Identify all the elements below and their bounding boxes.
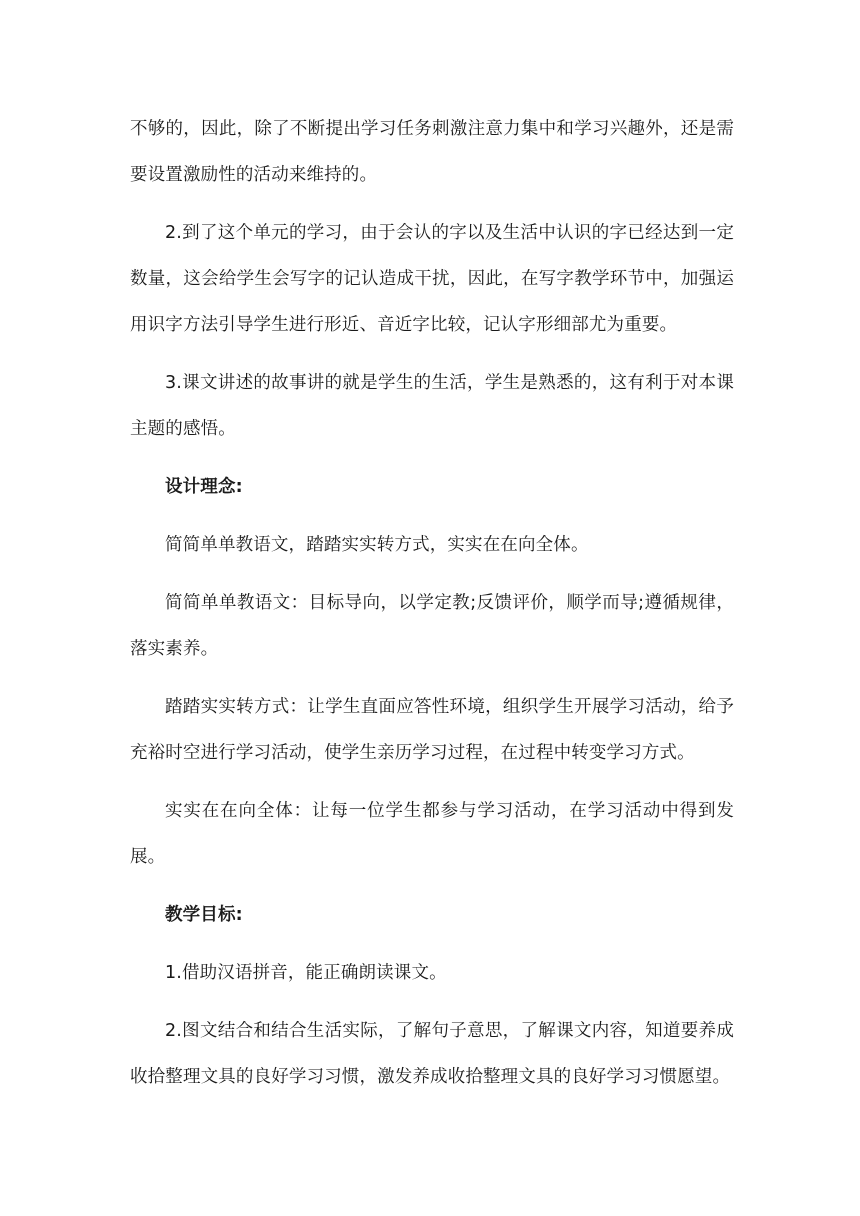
document-page (130, 106, 734, 1100)
heading-teaching-goals: 教学目标: (165, 905, 243, 925)
paragraph-point-3: 3.课文讲述的故事讲的就是学生的生活，学生是熟悉的，这有利于对本课主题的感悟。 (130, 373, 734, 439)
paragraph-goal-1: 1.借助汉语拼音，能正确朗读课文。 (165, 963, 447, 983)
paragraph-goal-2: 2.图文结合和结合生活实际，了解句子意思，了解课文内容，知道要养成收拾整理文具的良好学习习惯，激发养成收拾整理文具的良好学习习惯愿望。 (130, 1021, 734, 1087)
paragraph-concept-practical: 踏踏实实转方式：让学生直面应答性环境，组织学生开展学习活动，给予充裕时空进行学习活动，使学生亲历学习过程，在过程中转变学习方式。 (130, 697, 734, 763)
paragraph-point-2: 2.到了这个单元的学习，由于会认的字以及生活中认识的字已经达到一定数量，这会给学生会写字的记认造成干扰，因此，在写字教学环节中，加强运用识字方法引导学生进行形近、音近字比较，记认字形细部尤为重要。 (130, 223, 734, 335)
paragraph-concept-summary: 简简单单教语文，踏踏实实转方式，实实在在向全体。 (165, 535, 589, 555)
paragraph-concept-everyone: 实实在在向全体：让每一位学生都参与学习活动，在学习活动中得到发展。 (130, 801, 734, 867)
paragraph-continuation: 不够的，因此，除了不断提出学习任务刺激注意力集中和学习兴趣外，还是需要设置激励性的活动来维持的。 (130, 119, 734, 185)
paragraph-concept-simple: 简简单单教语文：目标导向，以学定教;反馈评价，顺学而导;遵循规律，落实素养。 (130, 593, 734, 659)
heading-design-concept: 设计理念: (165, 477, 243, 497)
